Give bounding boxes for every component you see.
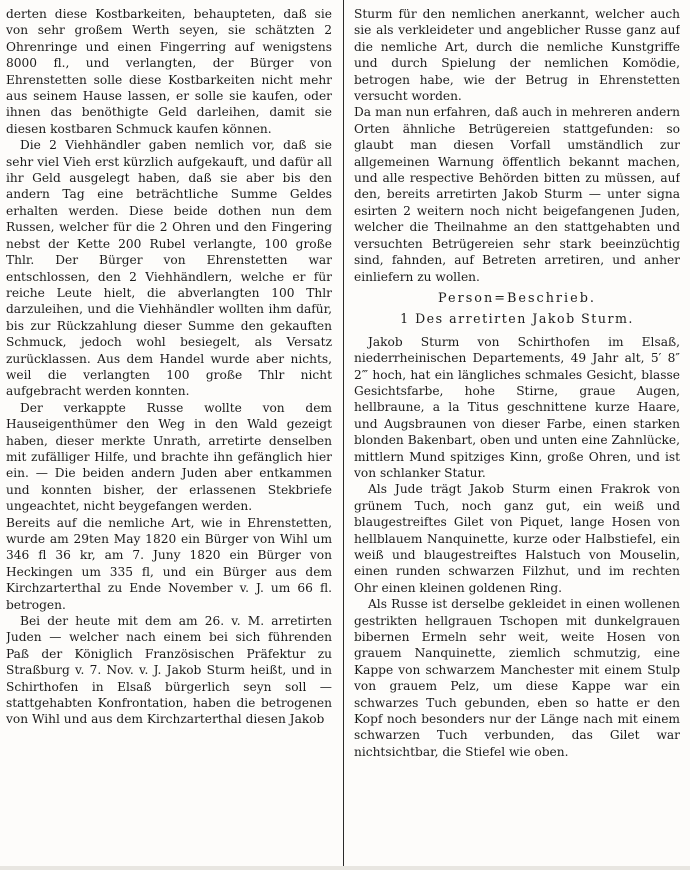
column-divider <box>343 0 344 870</box>
right-paragraph-1: Sturm für den nemlichen anerkannt, welcher auch sie als verkleideter und angeblicher Russe ganz auf die nemliche Art, durch die nemliche Kunstgriffe und durch Spielung der nemlichen Komödie, betrogen habe, wie der Betrug in Ehrenstetten versucht worden. <box>354 7 680 104</box>
bottom-edge <box>0 866 690 870</box>
left-paragraph-3: Der verkappte Russe wollte von dem Hauseigenthümer den Weg in den Wald gezeigt haben, dieser merkte Unrath, arretirte denselben mit zufälliger Hilfe, und brachte ihn gefänglich hier ein. — Die beiden andern Juden aber entkammen und konnten bisher, der erlassenen Stekbriefe ungeachtet, nicht beygefangen werden. <box>6 400 332 514</box>
left-column <box>6 6 332 864</box>
right-paragraph-3: Jakob Sturm von Schirthofen im Elsaß, niederrheinischen Departements, 49 Jahr alt, 5′ 8″ 2‴ hoch, hat ein längliches schmales Gesicht, blasse Gesichtsfarbe, hohe Stirne, graue Augen, hellbraune, a la Titus geschnittene kurze Haare, und Augsbraunen von dieser Farbe, einen starken blonden Bakenbart, oben und unten eine Zahnlücke, mittlern Mund spitziges Kinn, große Ohren, und ist von schlanker Statur. <box>354 334 680 480</box>
right-paragraph-4: Als Jude trägt Jakob Sturm einen Frakrok von grünem Tuch, noch ganz gut, ein weiß und blaugestreiftes Gilet von Piquet, lange Hosen von hellblauem Nanquinette, kurze oder Halbstiefel, ein weiß und blaugestreiftes Halstuch von Mouselin, einen runden schwarzen Filzhut, und im rechten Ohr einen kleinen goldenen Ring. <box>354 482 680 595</box>
right-paragraph-5: Als Russe ist derselbe gekleidet in einen wollenen gestrikten hellgrauen Tschopen mit dunkelgrauen bibernen Ermeln sehr weit, weite Hosen von grauem Nanquinette, ziemlich schmutzig, eine Kappe von schwarzem Manchester mit einem Stulp von grauem Pelz, um diese Kappe war ein schwarzes Tuch gebunden, eben so hatte er den Kopf noch besonders nur der Länge nach mit einem schwarzen Tuch verbunden, das Gilet war nichtsichtbar, die Stiefel wie oben. <box>354 597 680 759</box>
right-paragraph-2: Da man nun erfahren, daß auch in mehreren andern Orten ähnliche Betrügereien stattgefunden: so glaubt man diesen Vorfall umständlich zur allgemeinen Warnung öffentlich bekannt machen, und alle respective Behörden bitten zu müssen, auf den, bereits arretirten Jakob Sturm — unter signa esirten 2 weitern noch nicht beigefangenen Juden, welcher die Theilnahme an den stattgehabten und versuchten Betrügereien sehr stark beeinzüchtig sind, fahnden, auf Betreten arretiren, und anher einliefern zu wollen. <box>354 105 680 284</box>
left-paragraph-5: Bei der heute mit dem am 26. v. M. arretirten Juden — welcher nach einem bei sich führenden Paß der Königlich Französischen Präfektur zu Straßburg v. 7. Nov. v. J. Jakob Sturm heißt, und in Schirthofen in Elsaß bürgerlich seyn soll — stattgehabten Konfrontation, haben die betrogenen von Wihl und aus dem Kirchzarterthal diesen Jakob <box>6 614 332 727</box>
person-description-heading: Person=Beschrieb. <box>438 290 596 306</box>
left-paragraph-2: Die 2 Viehhändler gaben nemlich vor, daß sie sehr viel Vieh erst kürzlich aufgekauft, und dafür all ihr Geld ausgelegt haben, daß sie aber bis den andern Tag eine beträchtliche Summe Geldes erhalten werden. Diese beide dothen nun dem Russen, welcher für die 2 Ohren und den Fingering nebst der Kette 200 Rubel verlangte, 100 große Thlr. Der Bürger von Ehrenstetten war entschlossen, den 2 Viehhändlern, welche er für reiche Leute hielt, die abverlangten 100 Thlr darzuleihen, und die Viehhändler wollten ihm dafür, bis zur Rückzahlung dieser Summe den gekauften Schmuck, jedoch wohl besiegelt, als Versatz zurücklassen. Aus dem Handel wurde aber nichts, weil die verlangten 100 große Thlr nicht aufgebracht werden konnten. <box>6 138 332 399</box>
left-paragraph-1: derten diese Kostbarkeiten, behaupteten, daß sie von sehr großem Werth seyen, sie schätzten 2 Ohrenringe und einen Fingerring auf wenigstens 8000 fl., und verlangten, der Bürger von Ehrenstetten solle diese Kostbarkeiten nicht mehr aus seinem Hause lassen, er solle sie kaufen, oder ihnen das benöthigte Geld darleihen, damit sie diesen kostbaren Schmuck kaufen können. <box>6 7 332 136</box>
person-subheading: 1 Des arretirten Jakob Sturm. <box>400 311 634 327</box>
right-column <box>354 6 680 864</box>
left-paragraph-4: Bereits auf die nemliche Art, wie in Ehrenstetten, wurde am 29ten May 1820 ein Bürger von Wihl um 346 fl 36 kr, am 7. Juny 1820 ein Bürger von Heckingen um 335 fl, und ein Bürger aus dem Kirchzarterthal zu Ende November v. J. um 66 fl. betrogen. <box>6 515 332 612</box>
